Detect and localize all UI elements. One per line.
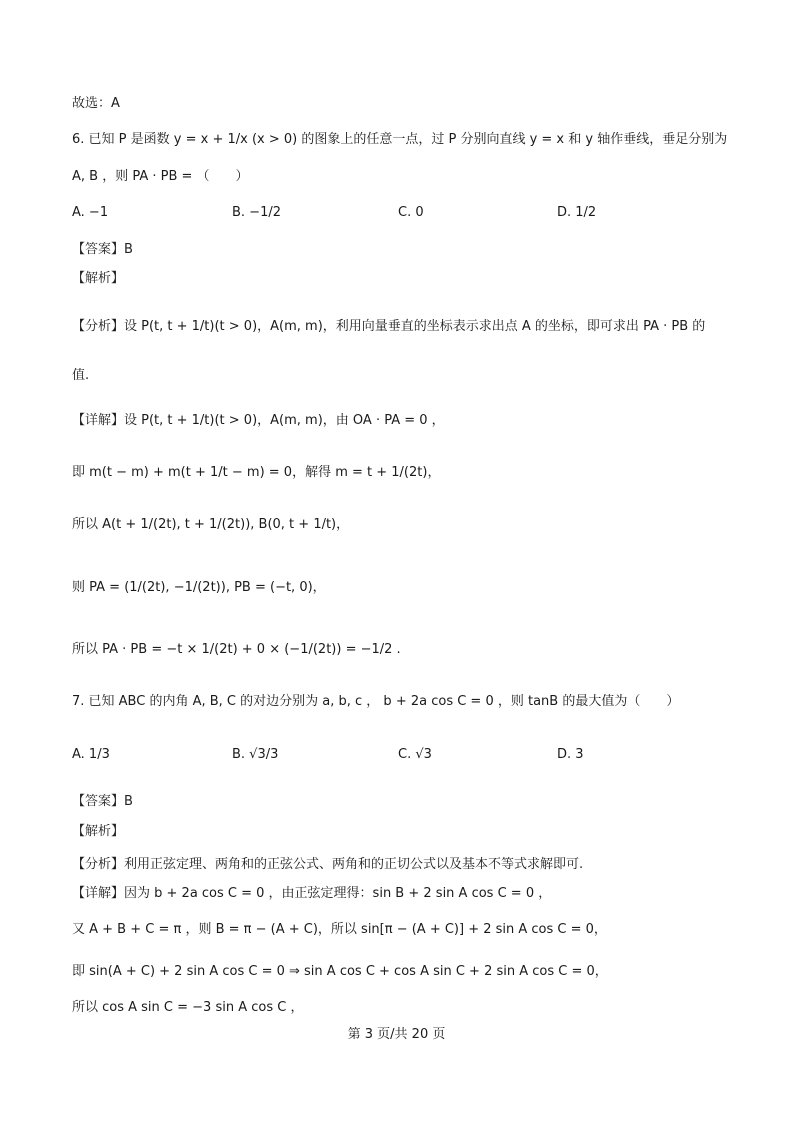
q7-fenxi: 【分析】利用正弦定理、两角和的正弦公式、两角和的正切公式以及基本不等式求解即可. bbox=[72, 857, 584, 872]
q6-option-b: B. −1/2 bbox=[232, 205, 281, 220]
q6-detail-2: 即 m(t − m) + m(t + 1/t − m) = 0，解得 m = t + 1/(2t)， bbox=[72, 465, 441, 480]
q6-detail-3: 所以 A(t + 1/(2t), t + 1/(2t)), B(0, t + 1/t)， bbox=[72, 517, 350, 532]
q6-fenxi: 【分析】设 P(t, t + 1/t)(t > 0)，A(m, m)，利用向量垂直的坐标表示求出点 A 的坐标，即可求出 PA · PB 的 bbox=[72, 319, 706, 334]
q7-detail-2: 又 A + B + C = π ，则 B = π − (A + C)，所以 sin[π − (A + C)] + 2 sin A cos C = 0， bbox=[72, 922, 607, 937]
q7-answer: 【答案】B bbox=[72, 794, 133, 809]
q6-analysis-tag: 【解析】 bbox=[72, 271, 125, 286]
q6-detail-1: 【详解】设 P(t, t + 1/t)(t > 0)，A(m, m)，由 OA · PA = 0 ， bbox=[72, 413, 445, 428]
q7-option-d: D. 3 bbox=[557, 747, 584, 762]
q6-detail-4: 则 PA = (1/(2t), −1/(2t)), PB = (−t, 0)， bbox=[72, 580, 326, 595]
q6-stem: 6. 已知 P 是函数 y = x + 1/x (x > 0) 的图象上的任意一点，过 P 分别向直线 y = x 和 y 轴作垂线，垂足分别为 bbox=[72, 132, 728, 147]
q7-detail-4: 所以 cos A sin C = −3 sin A cos C ， bbox=[72, 1000, 304, 1015]
q7-stem: 7. 已知 ABC 的内角 A, B, C 的对边分别为 a, b, c ， b + 2a cos C = 0 ，则 tanB 的最大值为（ ） bbox=[72, 694, 680, 709]
q7-analysis-tag: 【解析】 bbox=[72, 824, 125, 839]
q6-answer: 【答案】B bbox=[72, 242, 133, 257]
q6-fenxi-cont: 值. bbox=[72, 368, 90, 383]
page-footer: 第 3 页/共 20 页 bbox=[347, 1027, 446, 1042]
q6-option-c: C. 0 bbox=[398, 205, 424, 220]
q7-detail-1: 【详解】因为 b + 2a cos C = 0 ，由正弦定理得：sin B + 2 sin A cos C = 0 ， bbox=[72, 886, 552, 901]
q7-detail-3: 即 sin(A + C) + 2 sin A cos C = 0 ⇒ sin A cos C + cos A sin C + 2 sin A cos C = 0， bbox=[72, 964, 608, 979]
q6-option-a: A. −1 bbox=[72, 205, 109, 220]
q6-detail-5: 所以 PA · PB = −t × 1/(2t) + 0 × (−1/(2t)) = −1/2 . bbox=[72, 642, 401, 657]
q6-stem-cont: A, B ，则 PA · PB = （ ） bbox=[72, 169, 249, 184]
q6-option-d: D. 1/2 bbox=[557, 205, 597, 220]
line-gxuan: 故选：A bbox=[72, 96, 120, 111]
q7-option-b: B. √3/3 bbox=[232, 747, 279, 762]
q7-option-a: A. 1/3 bbox=[72, 747, 110, 762]
q7-option-c: C. √3 bbox=[398, 747, 432, 762]
